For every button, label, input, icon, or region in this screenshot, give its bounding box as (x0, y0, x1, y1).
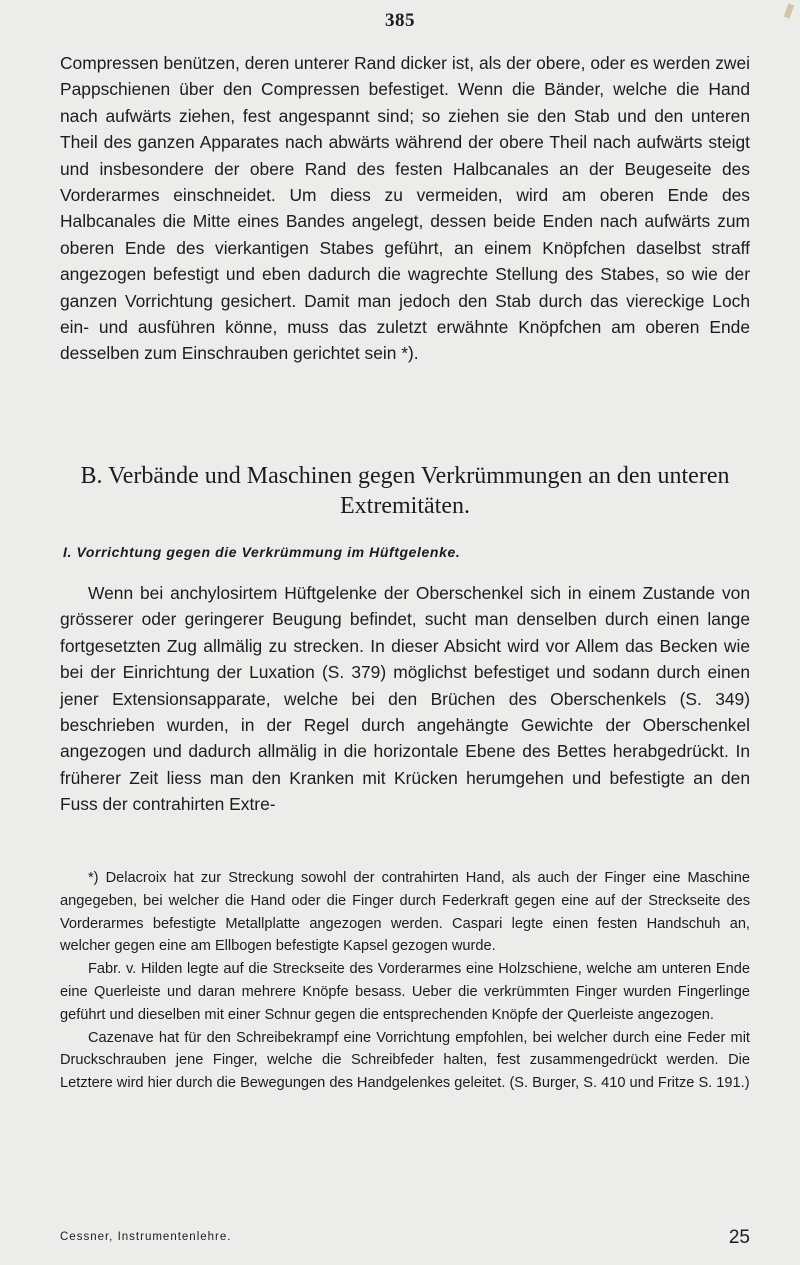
footnote (60, 867, 750, 1095)
intro-paragraph: Compressen benützen, deren unterer Rand dicker ist, als der obere, oder es werden zwei Pappschienen über den Compressen befestiget. Wenn die Bänder, welche die Hand nach aufwärts ziehen, fest angespannt sind; so ziehen sie den Stab und den unteren Theil des ganzen Apparates nach abwärts während der obere Theil nach aufwärts steigt und insbesondere der obere Rand des festen Halbcanales an der Beugeseite des Vorderarmes einschneidet. Um diess zu vermeiden, wird am oberen Ende des Halbcanales die Mitte eines Bandes angelegt, dessen beide Enden nach aufwärts zum oberen Ende des vierkantigen Stabes geführt, an einem Knöpfchen daselbst straff angezogen befestigt und eben dadurch die wagrechte Stellung des Stabes, so wie der ganzen Vorrichtung gesichert. Damit man jedoch den Stab durch das viereckige Loch ein- und ausführen könne, muss das zuletzt erwähnte Knöpfchen am oberen Ende desselben zum Einschrauben gerichtet sein *). (60, 53, 750, 364)
page-number: 385 (385, 10, 415, 31)
body-paragraph: Wenn bei anchylosirtem Hüftgelenke der Oberschenkel sich in einem Zustande von grösserer oder geringerer Beugung befindet, sucht man denselben durch einen lange fortgesetzten Zug allmälig zu strecken. In dieser Absicht wird vor Allem das Becken wie bei der Einrichtung der Luxation (S. 379) möglichst befestiget und sodann durch einen jener Extensionsapparate, welche bei den Brüchen des Oberschenkels (S. 349) beschrieben wurden, in der Regel durch angehängte Gewichte der Oberschenkel angezogen und dadurch allmälig in die horizontale Ebene des Bettes herabgedrückt. In früherer Zeit liess man den Kranken mit Krücken herumgehen und befestigte an den Fuss der contrahirten Extre- (60, 583, 750, 815)
subsection-heading: I. Vorrichtung gegen die Verkrümmung im Hüftgelenke. (63, 544, 461, 560)
footnote-delacroix: *) Delacroix hat zur Streckung sowohl der contrahirten Hand, als auch der Finger eine Maschine angegeben, bei welcher die Hand oder die Finger durch Federkraft gegen eine auf der Streckseite des Vorderarmes befestigte Metallplatte angezogen werden. Caspari legte einen festen Handschuh an, welcher gegen eine am Ellbogen befestigte Kapsel gezogen wurde. (60, 870, 750, 955)
section-heading: B. Verbände und Maschinen gegen Verkrümmungen an den unteren Extremitäten. (80, 463, 730, 519)
signature-text: Cessner, Instrumentenlehre. (60, 1231, 232, 1243)
footnote-cazenave: Cazenave hat für den Schreibekrampf eine Vorrichtung empfohlen, bei welcher durch eine Feder mit Druckschrauben jene Finger, welche die Schreibfeder halten, fest zusammengedrückt werden. Die Letztere wird hier durch die Bewegungen des Handgelenkes geleitet. (S. Burger, S. 410 und Fritze S. 191.) (60, 1029, 750, 1092)
footnote-hilden: Fabr. v. Hilden legte auf die Streckseite des Vorderarmes eine Holzschiene, welche am unteren Ende eine Querleiste und daran mehrere Knöpfe besass. Ueber die verkrümmten Finger wurden Fingerlinge geführt und dieselben mit einer Schnur gegen die entsprechenden Knöpfe der Querleiste angezogen. (60, 961, 750, 1023)
page-footer (60, 1227, 750, 1251)
signature-number: 25 (728, 1227, 750, 1248)
